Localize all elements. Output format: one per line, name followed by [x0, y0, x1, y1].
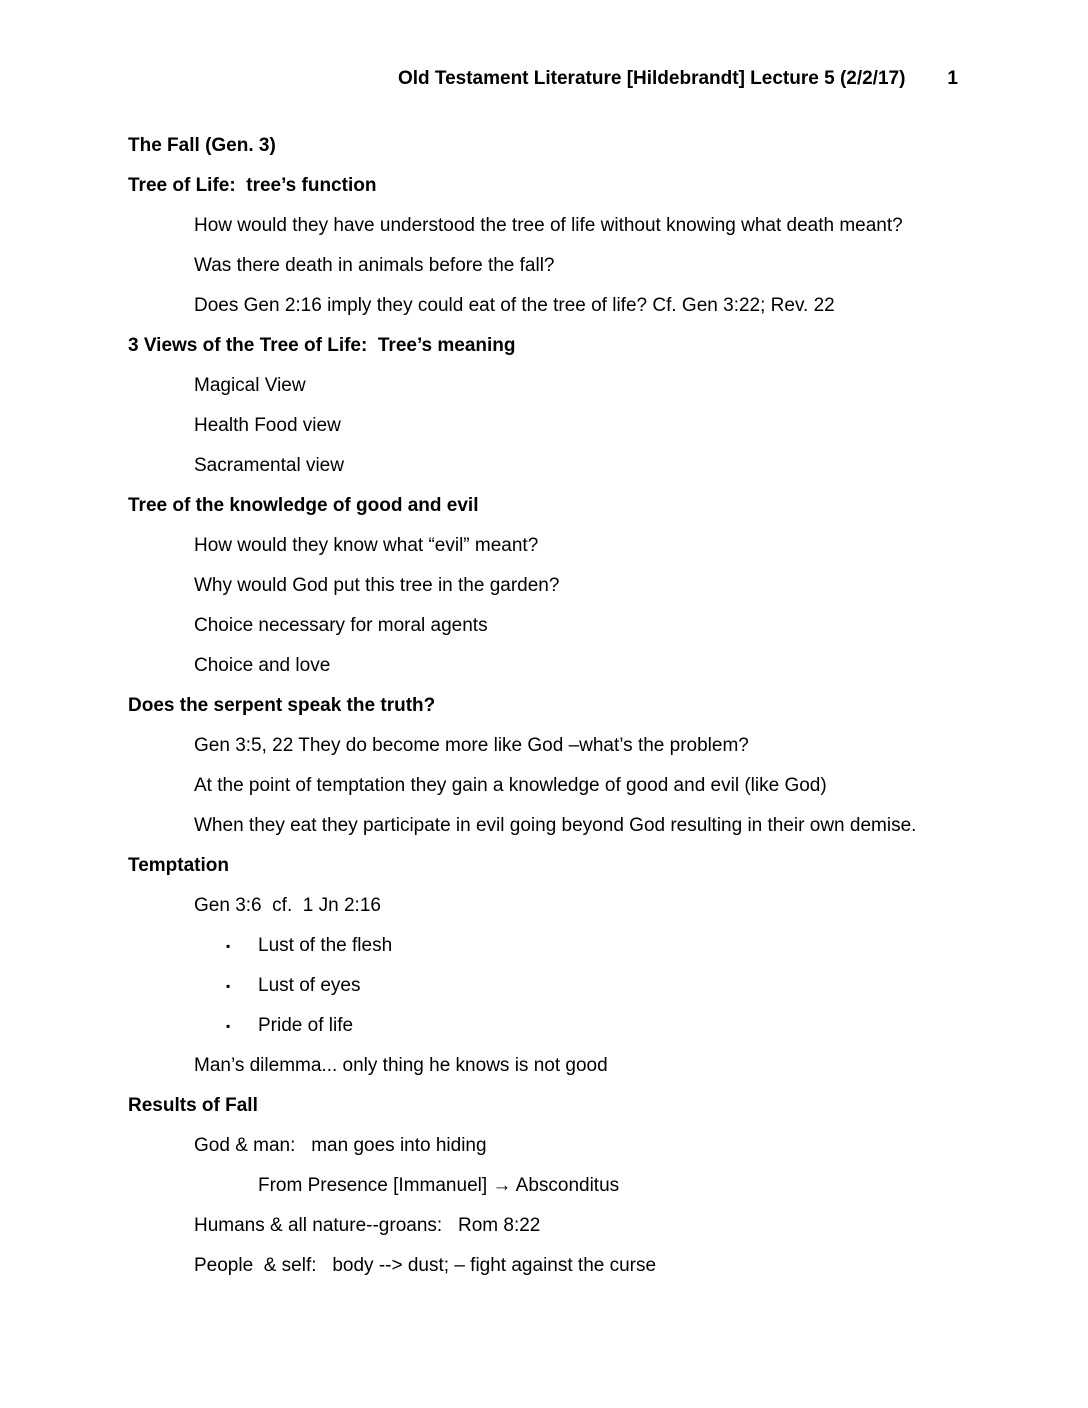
paragraph: How would they have understood the tree of life without knowing what death meant?: [194, 215, 903, 236]
paragraph: Sacramental view: [194, 455, 344, 476]
paragraph: How would they know what “evil” meant?: [194, 535, 539, 556]
square-bullet-icon: ▪: [226, 939, 231, 953]
list-item: [128, 933, 1064, 959]
section-heading: Tree of Life: tree’s function: [128, 175, 377, 196]
document-body: [0, 92, 1088, 1279]
header-title: Old Testament Literature [Hildebrandt] Lecture 5 (2/2/17): [397, 68, 906, 89]
paragraph: Magical View: [194, 375, 306, 396]
paragraph: From Presence [Immanuel] → Absconditus: [258, 1175, 620, 1196]
paragraph: Health Food view: [194, 415, 341, 436]
page-header: [0, 0, 1088, 92]
paragraph: Does Gen 2:16 imply they could eat of the tree of life? Cf. Gen 3:22; Rev. 22: [194, 295, 835, 316]
list-item: [128, 973, 1064, 999]
paragraph: Why would God put this tree in the garden?: [194, 575, 560, 596]
paragraph: People & self: body --> dust; – fight against the curse: [194, 1255, 657, 1276]
section-heading: 3 Views of the Tree of Life: Tree’s meaning: [128, 335, 516, 356]
paragraph: Man’s dilemma... only thing he knows is not good: [194, 1055, 608, 1076]
list-item-text: Lust of eyes: [258, 975, 361, 996]
paragraph: At the point of temptation they gain a knowledge of good and evil (like God): [194, 775, 827, 796]
list-item-text: Lust of the flesh: [258, 935, 393, 956]
paragraph: Humans & all nature--groans: Rom 8:22: [194, 1215, 541, 1236]
section-heading: Does the serpent speak the truth?: [128, 695, 436, 716]
list-item-text: Pride of life: [258, 1015, 354, 1036]
square-bullet-icon: ▪: [226, 979, 231, 993]
section-heading: Results of Fall: [128, 1095, 258, 1116]
paragraph: God & man: man goes into hiding: [194, 1135, 487, 1156]
paragraph: Was there death in animals before the fall?: [194, 255, 555, 276]
square-bullet-icon: ▪: [226, 1019, 231, 1033]
paragraph: Gen 3:6 cf. 1 Jn 2:16: [194, 895, 381, 916]
page-number: 1: [947, 68, 958, 89]
section-heading: Tree of the knowledge of good and evil: [128, 495, 479, 516]
paragraph: When they eat they participate in evil going beyond God resulting in their own demise.: [194, 815, 917, 836]
section-heading: Temptation: [128, 855, 229, 876]
section-heading: The Fall (Gen. 3): [128, 135, 276, 156]
paragraph: Choice necessary for moral agents: [194, 615, 488, 636]
paragraph: Gen 3:5, 22 They do become more like God –what’s the problem?: [194, 735, 749, 756]
paragraph: Choice and love: [194, 655, 331, 676]
list-item: [128, 1013, 1064, 1039]
